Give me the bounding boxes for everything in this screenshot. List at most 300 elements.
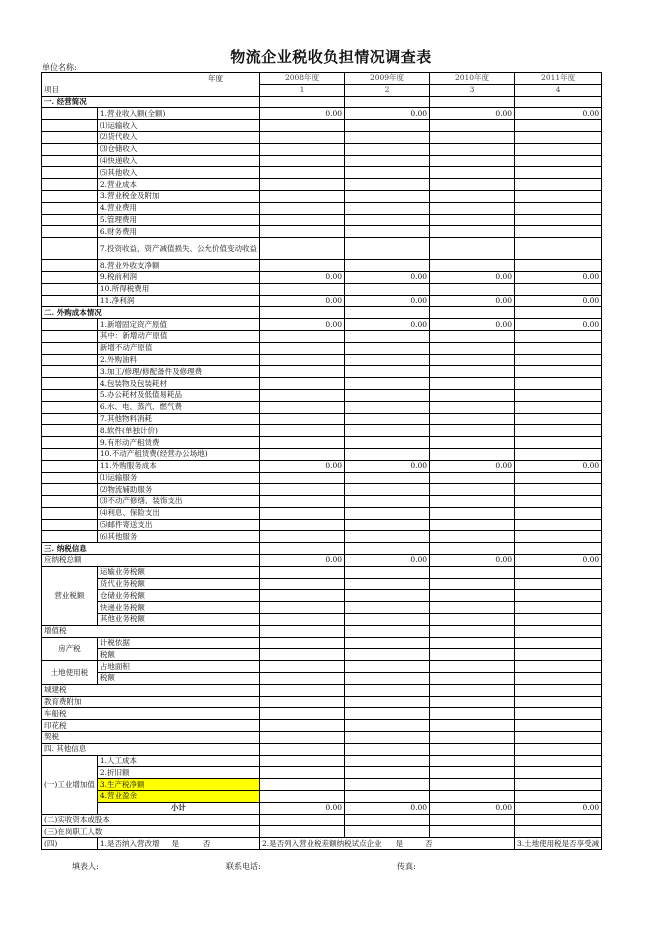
empty-cell: [515, 673, 602, 685]
empty-cell: [515, 755, 602, 767]
table-cell: [42, 425, 98, 437]
empty-cell: [260, 425, 345, 437]
empty-cell: [515, 566, 602, 578]
value-cell: 0.00: [260, 460, 345, 472]
empty-cell: [515, 131, 602, 143]
section-title: 三. 纳税信息: [42, 543, 260, 555]
row-label: ⑷利息、保险支出: [97, 507, 259, 519]
table-cell: [42, 330, 98, 342]
table-cell: [42, 260, 98, 272]
row-label: 快递业务税额: [97, 602, 259, 614]
table-row: [42, 202, 602, 214]
row-label: 11.外购服务成本: [97, 460, 259, 472]
empty-cell: [345, 378, 430, 390]
empty-cell: [345, 684, 430, 696]
empty-cell: [260, 96, 345, 108]
empty-cell: [430, 614, 515, 626]
empty-cell: [515, 614, 602, 626]
no-option[interactable]: 否: [203, 838, 211, 848]
empty-cell: [515, 578, 602, 590]
empty-cell: [515, 214, 602, 226]
row-label: ⑶仓储收入: [97, 143, 259, 155]
row-label: 2.营业成本: [97, 179, 259, 191]
empty-cell: [260, 743, 345, 755]
value-cell: 0.00: [430, 802, 515, 814]
empty-cell: [345, 96, 430, 108]
yes-option[interactable]: 是: [171, 838, 180, 848]
empty-cell: [260, 131, 345, 143]
empty-cell: [260, 649, 345, 661]
row-label: 10.所得税费用: [97, 283, 259, 295]
empty-cell: [430, 779, 515, 791]
empty-cell: [430, 378, 515, 390]
table-row: [42, 767, 602, 779]
table-cell: [42, 437, 98, 449]
empty-cell: [345, 720, 430, 732]
empty-cell: [515, 625, 602, 637]
empty-cell: [260, 330, 345, 342]
empty-cell: [345, 543, 430, 555]
empty-cell: [515, 378, 602, 390]
empty-cell: [515, 413, 602, 425]
empty-cell: [430, 190, 515, 202]
table-cell: [42, 448, 98, 460]
empty-cell: [345, 202, 430, 214]
empty-cell: [345, 484, 430, 496]
question-3-label: 3.土地使用税是否享受减: [515, 838, 602, 850]
table-cell: [42, 190, 98, 202]
value-cell: 0.00: [345, 271, 430, 283]
empty-cell: [345, 507, 430, 519]
value-cell: 0.00: [260, 108, 345, 120]
empty-cell: [260, 519, 345, 531]
empty-cell: [260, 120, 345, 132]
table-cell: [42, 120, 98, 132]
table-row: [42, 661, 602, 673]
value-cell: 0.00: [430, 108, 515, 120]
row-label: 货代业务税额: [97, 578, 259, 590]
empty-cell: [260, 708, 345, 720]
table-row: [42, 190, 602, 202]
empty-cell: [260, 637, 345, 649]
empty-cell: [260, 437, 345, 449]
empty-cell: [260, 214, 345, 226]
table-cell: [42, 143, 98, 155]
table-row: [42, 283, 602, 295]
empty-cell: [515, 708, 602, 720]
row-label: 1.营业收入额(全额): [97, 108, 259, 120]
table-cell: [42, 519, 98, 531]
value-cell: 0.00: [430, 271, 515, 283]
table-row: [42, 319, 602, 331]
table-cell: [42, 108, 98, 120]
row-label: 新增不动产原值: [97, 342, 259, 354]
empty-cell: [345, 260, 430, 272]
empty-cell: [515, 602, 602, 614]
table-row: [42, 684, 602, 696]
empty-cell: [430, 472, 515, 484]
table-row: [42, 131, 602, 143]
empty-cell: [260, 826, 345, 838]
empty-cell: [430, 167, 515, 179]
value-cell: 0.00: [515, 460, 602, 472]
table-cell: [42, 131, 98, 143]
empty-cell: [345, 413, 430, 425]
row-label: (四): [42, 838, 98, 850]
table-cell: [42, 354, 98, 366]
empty-cell: [430, 637, 515, 649]
value-cell: 0.00: [430, 555, 515, 567]
row-label: 3.营业税金及附加: [97, 190, 259, 202]
empty-cell: [430, 179, 515, 191]
empty-cell: [515, 143, 602, 155]
row-label: 10.不动产租赁费(经营办公场地): [97, 448, 259, 460]
table-row: [42, 779, 602, 791]
table-row: [42, 330, 602, 342]
table-cell: [42, 413, 98, 425]
empty-cell: [515, 389, 602, 401]
table-row: [42, 614, 602, 626]
question-2-cell: [260, 838, 515, 850]
empty-cell: [345, 179, 430, 191]
table-row: [42, 260, 602, 272]
row-label: 5.办公耗材及低值易耗品: [97, 389, 259, 401]
empty-cell: [430, 354, 515, 366]
empty-cell: [260, 696, 345, 708]
row-label: ⑹其他服务: [97, 531, 259, 543]
empty-cell: [345, 743, 430, 755]
empty-cell: [345, 661, 430, 673]
section-title: 四. 其他信息: [42, 743, 260, 755]
table-row: [42, 460, 602, 472]
empty-cell: [515, 155, 602, 167]
table-cell: [42, 389, 98, 401]
empty-cell: [430, 590, 515, 602]
table-row: [42, 625, 602, 637]
empty-cell: [345, 531, 430, 543]
empty-cell: [260, 779, 345, 791]
row-label: 税额: [97, 649, 259, 661]
empty-cell: [345, 673, 430, 685]
value-cell: 0.00: [345, 108, 430, 120]
row-label: 9.有形动产租赁费: [97, 437, 259, 449]
empty-cell: [345, 649, 430, 661]
empty-cell: [345, 614, 430, 626]
table-row: [42, 484, 602, 496]
empty-cell: [430, 625, 515, 637]
empty-cell: [430, 214, 515, 226]
empty-cell: [515, 684, 602, 696]
year-column-header: 2010年度: [430, 73, 515, 85]
empty-cell: [345, 767, 430, 779]
row-label: ⑸其他收入: [97, 167, 259, 179]
empty-cell: [260, 684, 345, 696]
table-cell: [42, 472, 98, 484]
empty-cell: [515, 425, 602, 437]
row-label: 其中：新增动产原值: [97, 330, 259, 342]
empty-cell: [345, 155, 430, 167]
empty-cell: [260, 767, 345, 779]
empty-cell: [515, 190, 602, 202]
column-number: 3: [430, 84, 515, 96]
empty-cell: [515, 202, 602, 214]
table-row: [42, 555, 602, 567]
group-label: 营业税额: [42, 566, 98, 625]
empty-cell: [430, 155, 515, 167]
group-label: 房产税: [42, 637, 98, 661]
empty-cell: [430, 826, 515, 838]
table-cell: [42, 167, 98, 179]
empty-cell: [430, 743, 515, 755]
empty-cell: [260, 366, 345, 378]
empty-cell: [345, 354, 430, 366]
row-label: 应纳税总额: [42, 555, 260, 567]
empty-cell: [260, 614, 345, 626]
table-row: [42, 448, 602, 460]
table-row: [42, 143, 602, 155]
row-label: 印花税: [42, 720, 260, 732]
value-cell: 0.00: [260, 319, 345, 331]
page-title: 物流企业税收负担情况调查表: [230, 48, 432, 66]
section-header-row: [42, 307, 602, 319]
table-row: [42, 413, 602, 425]
value-cell: 0.00: [345, 319, 430, 331]
row-label: 7.投资收益、资产减值损失、公允价值变动收益: [97, 238, 259, 260]
empty-cell: [345, 496, 430, 508]
empty-cell: [430, 131, 515, 143]
empty-cell: [430, 720, 515, 732]
value-cell: 0.00: [345, 802, 430, 814]
value-cell: 0.00: [430, 460, 515, 472]
year-column-header: 2009年度: [345, 73, 430, 85]
row-label: ⑸邮件寄送支出: [97, 519, 259, 531]
row-label: 4.营业费用: [97, 202, 259, 214]
empty-cell: [260, 720, 345, 732]
empty-cell: [345, 120, 430, 132]
group-label: 土地使用税: [42, 661, 98, 685]
table-row: [42, 566, 602, 578]
table-cell: [42, 155, 98, 167]
empty-cell: [260, 673, 345, 685]
empty-cell: [345, 330, 430, 342]
table-cell: [42, 484, 98, 496]
table-row: [42, 354, 602, 366]
empty-cell: [260, 202, 345, 214]
table-cell: [42, 214, 98, 226]
empty-cell: [515, 484, 602, 496]
table-cell: [42, 202, 98, 214]
table-cell: [42, 496, 98, 508]
table-row: [42, 226, 602, 238]
empty-cell: [515, 330, 602, 342]
empty-cell: [430, 260, 515, 272]
empty-cell: [345, 472, 430, 484]
empty-cell: [345, 590, 430, 602]
section-header-row: [42, 743, 602, 755]
table-row: [42, 108, 602, 120]
empty-cell: [515, 720, 602, 732]
empty-cell: [430, 366, 515, 378]
empty-cell: [430, 507, 515, 519]
empty-cell: [345, 307, 430, 319]
empty-cell: [430, 708, 515, 720]
empty-cell: [430, 96, 515, 108]
row-label: 计税依据: [97, 637, 259, 649]
table-cell: [42, 366, 98, 378]
empty-cell: [430, 448, 515, 460]
empty-cell: [260, 755, 345, 767]
empty-cell: [515, 307, 602, 319]
value-cell: 0.00: [345, 295, 430, 307]
section-title: 二. 外购成本情况: [42, 307, 260, 319]
empty-cell: [515, 531, 602, 543]
empty-cell: [430, 814, 515, 826]
empty-cell: [260, 238, 345, 260]
empty-cell: [345, 238, 430, 260]
empty-cell: [260, 226, 345, 238]
table-row: [42, 496, 602, 508]
empty-cell: [430, 226, 515, 238]
empty-cell: [430, 413, 515, 425]
column-number: 1: [260, 84, 345, 96]
row-label: ⑷快递收入: [97, 155, 259, 167]
no-option[interactable]: 否: [425, 838, 433, 848]
table-cell: [42, 319, 98, 331]
empty-cell: [515, 732, 602, 744]
empty-cell: [260, 448, 345, 460]
section-title: 一. 经营简况: [42, 96, 260, 108]
table-row: [42, 826, 602, 838]
empty-cell: [515, 448, 602, 460]
empty-cell: [260, 578, 345, 590]
fax-label: 传真:: [397, 862, 416, 871]
value-cell: 0.00: [345, 460, 430, 472]
table-cell: [42, 531, 98, 543]
question-row: [42, 838, 602, 850]
table-row: [42, 120, 602, 132]
empty-cell: [345, 437, 430, 449]
empty-cell: [345, 131, 430, 143]
empty-cell: [515, 366, 602, 378]
row-label: 教育费附加: [42, 696, 260, 708]
empty-cell: [430, 389, 515, 401]
value-cell: 0.00: [430, 319, 515, 331]
unit-name-label: 单位名称:: [42, 63, 77, 72]
empty-cell: [515, 543, 602, 555]
table-row: [42, 637, 602, 649]
row-label: 8.软件(单独计价): [97, 425, 259, 437]
table-row: [42, 507, 602, 519]
phone-label: 联系电话:: [226, 862, 261, 871]
question-1-cell: [97, 838, 259, 850]
header-row: [42, 84, 602, 96]
value-cell: 0.00: [515, 271, 602, 283]
value-cell: 0.00: [515, 802, 602, 814]
row-label: ⑵物流辅助服务: [97, 484, 259, 496]
empty-cell: [260, 791, 345, 803]
empty-cell: [430, 755, 515, 767]
empty-cell: [345, 519, 430, 531]
group-label: (一)工业增加值: [42, 755, 98, 814]
empty-cell: [515, 814, 602, 826]
empty-cell: [430, 543, 515, 555]
empty-cell: [260, 543, 345, 555]
table-cell: [42, 238, 98, 260]
table-row: [42, 401, 602, 413]
row-label: ⑴运输服务: [97, 472, 259, 484]
value-cell: 0.00: [260, 802, 345, 814]
table-row: [42, 437, 602, 449]
empty-cell: [260, 179, 345, 191]
row-label: 1.新增固定资产原值: [97, 319, 259, 331]
empty-cell: [345, 167, 430, 179]
row-label: 2.折旧额: [97, 767, 259, 779]
yes-option[interactable]: 是: [395, 838, 404, 848]
row-label: 占地面积: [97, 661, 259, 673]
empty-cell: [260, 167, 345, 179]
empty-cell: [430, 531, 515, 543]
empty-cell: [515, 826, 602, 838]
empty-cell: [430, 732, 515, 744]
empty-cell: [260, 602, 345, 614]
empty-cell: [430, 120, 515, 132]
table-row: [42, 590, 602, 602]
value-cell: 0.00: [260, 271, 345, 283]
empty-cell: [260, 401, 345, 413]
empty-cell: [430, 330, 515, 342]
row-label: 7.其他物料消耗: [97, 413, 259, 425]
table-row: [42, 167, 602, 179]
empty-cell: [430, 684, 515, 696]
table-row: [42, 649, 602, 661]
row-label: 4.营业盈余: [97, 791, 259, 803]
empty-cell: [345, 226, 430, 238]
row-label: 3.加工/修理/修配备件及修理费: [97, 366, 259, 378]
empty-cell: [430, 767, 515, 779]
table-row: [42, 238, 602, 260]
empty-cell: [260, 283, 345, 295]
empty-cell: [345, 143, 430, 155]
empty-cell: [260, 661, 345, 673]
empty-cell: [515, 260, 602, 272]
row-label: 1.人工成本: [97, 755, 259, 767]
empty-cell: [515, 590, 602, 602]
empty-cell: [345, 448, 430, 460]
table-row: [42, 602, 602, 614]
empty-cell: [515, 767, 602, 779]
empty-cell: [260, 413, 345, 425]
row-label: 增值税: [42, 625, 260, 637]
empty-cell: [345, 578, 430, 590]
table-row: [42, 214, 602, 226]
empty-cell: [260, 484, 345, 496]
question-2-label: 2.是否列入营业税差额纳税试点企业: [262, 838, 382, 848]
empty-cell: [345, 425, 430, 437]
empty-cell: [515, 96, 602, 108]
empty-cell: [430, 202, 515, 214]
empty-cell: [515, 507, 602, 519]
subtotal-label: 小计: [97, 802, 259, 814]
empty-cell: [515, 743, 602, 755]
empty-cell: [515, 120, 602, 132]
empty-cell: [515, 342, 602, 354]
empty-cell: [260, 814, 345, 826]
table-row: [42, 425, 602, 437]
table-row: [42, 295, 602, 307]
row-label: 车船税: [42, 708, 260, 720]
table-cell: [42, 295, 98, 307]
empty-cell: [260, 507, 345, 519]
